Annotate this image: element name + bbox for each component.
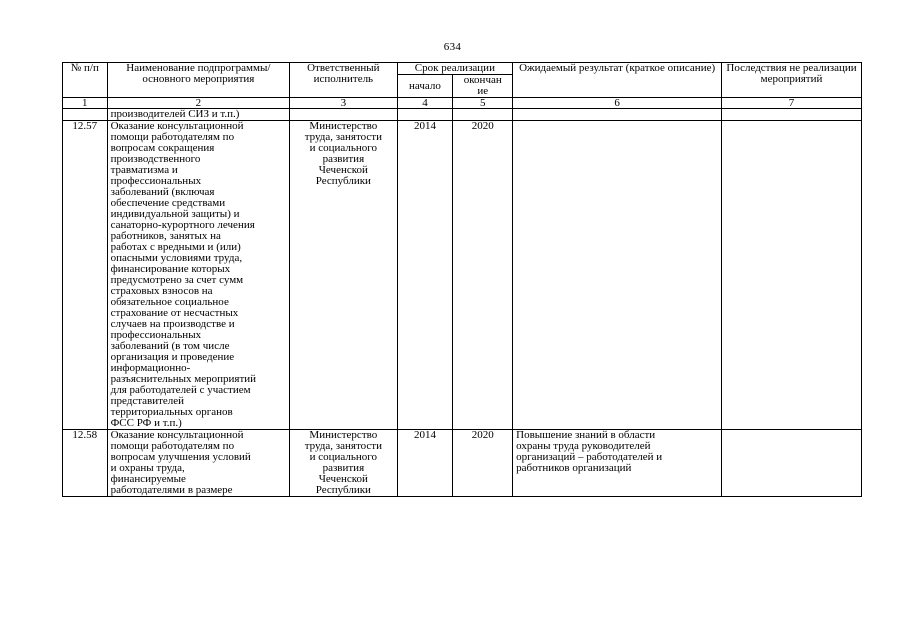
text-line: и социального (309, 451, 378, 463)
column-number: 7 (722, 98, 862, 109)
header-start: начало (397, 75, 453, 98)
text-line: труда, занятости (304, 131, 382, 143)
text-line: Министерство (309, 429, 378, 441)
text-line: работодателями в размере (110, 484, 233, 496)
text-line: Министерство (309, 120, 378, 132)
text-line: травматизма и (110, 164, 178, 176)
activity-name (107, 121, 290, 430)
text-line: Республики (315, 484, 371, 496)
text-line: развития (322, 462, 365, 474)
expected-result (513, 430, 722, 497)
header-number: № п/п (63, 63, 108, 98)
text-line: обеспечение средствами (110, 197, 226, 209)
expected-result (513, 121, 722, 430)
text-line: организация и проведение (110, 351, 235, 363)
text-line: заболеваний (в том числе (110, 340, 230, 352)
text-line: Республики (315, 175, 371, 187)
row-number: 12.58 (63, 430, 108, 497)
header-period: Срок реализации (397, 63, 513, 75)
text-line: страховых взносов на (110, 285, 213, 297)
consequences (722, 430, 862, 497)
table-row (63, 430, 862, 497)
text-line: предусмотрено за счет сумм (110, 274, 244, 286)
text-line: работах с вредными и (или) (110, 241, 241, 253)
header-end-line2: ие (477, 85, 489, 97)
text-line: разъяснительных мероприятий (110, 373, 257, 385)
column-number: 1 (63, 98, 108, 109)
executor (290, 121, 397, 430)
text-line: и социального (309, 142, 378, 154)
header-end-line1: окончан (463, 74, 502, 86)
text-line: Чеченской (318, 473, 368, 485)
executor (290, 430, 397, 497)
end-year: 2020 (453, 121, 513, 430)
text-line: финансируемые (110, 473, 186, 485)
start-year: 2014 (397, 430, 453, 497)
text-line: Чеченской (318, 164, 368, 176)
text-line: охраны труда руководителей (516, 440, 651, 452)
text-line: заболеваний (включая (110, 186, 215, 198)
column-number: 6 (513, 98, 722, 109)
text-line: работников, занятых на (110, 230, 221, 242)
text-line: территориальных органов (110, 406, 233, 418)
text-line: организаций – работодателей и (516, 451, 663, 463)
column-number: 4 (397, 98, 453, 109)
text-line: санаторно-курортного лечения (110, 219, 255, 231)
text-line: Оказание консультационной (110, 120, 244, 132)
text-line: представителей (110, 395, 185, 407)
text-line: Повышение знаний в области (516, 429, 656, 441)
text-line: ФСС РФ и т.п.) (110, 417, 182, 429)
header-end (453, 75, 513, 98)
program-table (62, 62, 862, 497)
header-consequences: Последствия не реализации мероприятий (722, 63, 862, 98)
header-name: Наименование подпрограммы/ основного мероприятия (107, 63, 290, 98)
text-line: труда, занятости (304, 440, 382, 452)
text-line: развития (322, 153, 365, 165)
text-line: индивидуальной защиты) и (110, 208, 240, 220)
activity-name (107, 430, 290, 497)
text-line: страхование от несчастных (110, 307, 239, 319)
end-year: 2020 (453, 430, 513, 497)
text-line: помощи работодателям по (110, 131, 235, 143)
text-line: производственного (110, 153, 201, 165)
column-number: 3 (290, 98, 397, 109)
consequences (722, 121, 862, 430)
text-line: профессиональных (110, 175, 202, 187)
text-line: Оказание консультационной (110, 429, 244, 441)
header-executor: Ответственный исполнитель (290, 63, 397, 98)
continuation-row (63, 109, 862, 121)
page-number: 634 (443, 41, 462, 53)
column-number: 5 (453, 98, 513, 109)
column-number: 2 (107, 98, 290, 109)
text-line: профессиональных (110, 329, 202, 341)
text-line: информационно- (110, 362, 191, 374)
text-line: работников организаций (516, 462, 632, 474)
text-line: финансирование которых (110, 263, 231, 275)
column-number-row (63, 98, 862, 109)
text-line: обязательное социальное (110, 296, 229, 308)
text-line: случаев на производстве и (110, 318, 235, 330)
text-line: опасными условиями труда, (110, 252, 243, 264)
text-line: для работодателей с участием (110, 384, 251, 396)
text-line: вопросам сокращения (110, 142, 215, 154)
continuation-text: производителей СИЗ и т.п.) (107, 109, 290, 121)
table-row (63, 121, 862, 430)
start-year: 2014 (397, 121, 453, 430)
text-line: вопросам улучшения условий (110, 451, 251, 463)
header-result: Ожидаемый результат (краткое описание) (513, 63, 722, 98)
text-line: и охраны труда, (110, 462, 185, 474)
row-number: 12.57 (63, 121, 108, 430)
text-line: помощи работодателям по (110, 440, 235, 452)
